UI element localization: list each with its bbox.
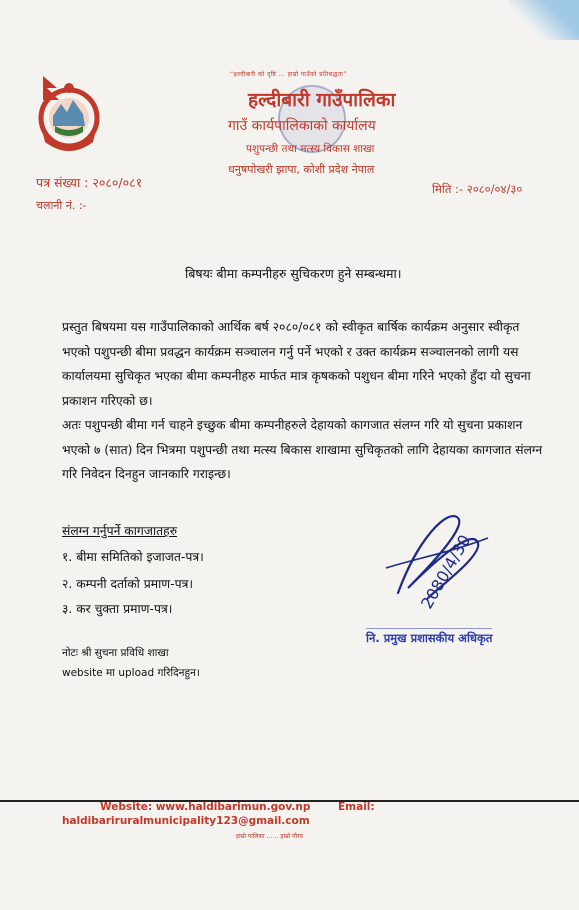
letter-number: पत्र संख्या : २०८०/०८१ xyxy=(36,175,143,190)
office-address: धनुषपोखरी झापा, कोशी प्रदेश नेपाल xyxy=(228,163,375,176)
letterhead-tagline: “हल्दीबारी को दृष्टि … हाम्रो गाउँको प्रतिबद्धता” xyxy=(230,71,347,78)
note-line-1: नोटः श्री सुचना प्रविधि शाखा xyxy=(62,647,169,659)
handwritten-signature xyxy=(378,498,508,628)
footer-tagline: हाम्रो पालिका …… हाम्रो गौरव xyxy=(236,833,303,840)
municipality-name: हल्दीबारी गाउँपालिका xyxy=(248,89,396,111)
corner-shadow xyxy=(509,0,579,40)
officer-title-stamp: नि. प्रमुख प्रशासकीय अधिकृत xyxy=(366,628,492,646)
letter-date: मिति :- २०८०/०४/३० xyxy=(432,182,523,196)
office-name: गाउँ कार्यपालिकाको कार्यालय xyxy=(228,118,376,134)
letter-subject: बिषयः बीमा कम्पनीहरु सुचिकरण हुने सम्बन्धमा। xyxy=(185,266,402,281)
footer-email[interactable]: haldibariruralmunicipality123@gmail.com xyxy=(62,815,310,827)
section-name: पशुपन्छी तथा मत्स्य विकास शाखा xyxy=(246,143,375,155)
note-line-2: website मा upload गरिदिनहुन। xyxy=(62,667,200,679)
enclosure-item: १. बीमा समितिको इजाजत-पत्र। xyxy=(62,550,204,564)
enclosure-item: ३. कर चुक्ता प्रमाण-पत्र। xyxy=(62,602,173,616)
body-paragraph-1: प्रस्तुत बिषयमा यस गाउँपालिकाको आर्थिक बर्ष २०८०/०८१ को स्वीकृत बार्षिक कार्यक्रम अनुसार स्वीकृत भएको पशुपन्छी बीमा प्रवद्धन कार्यक्रम सञ्चालन गर्नु पर्ने भएको र उक्त कार्यक्रम सञ्चालनको लागी यस कार्यालयमा सुचिकृत भएका बीमा कम्पनीहरु मार्फत मात्र कृषकको पशुधन बीमा गरिने भएको हुँदा यो सुचना प्रकाशन गरिएको छ। xyxy=(62,320,531,408)
nepal-emblem-icon xyxy=(33,70,105,156)
dispatch-number: चलानी नं. :- xyxy=(36,199,87,212)
footer-email-label: Email: xyxy=(338,801,375,813)
enclosures-title: संलग्न गर्नुपर्ने कागजातहरु xyxy=(62,524,178,538)
footer-website[interactable]: Website: www.haldibarimun.gov.np xyxy=(100,801,311,813)
body-paragraph-2: अतः पशुपन्छी बीमा गर्न चाहने इच्छुक बीमा कम्पनीहरुले देहायको कागजात संलग्न गरि यो सुचना प्रकाशन भएको ७ (सात) दिन भित्रमा पशुपन्छी तथा मत्स्य बिकास शाखामा सुचिकृतको लागि देहायका कागजात संलग्न गरि निवेदन दिनहुन जानकारि गराइन्छ। xyxy=(62,418,543,481)
signature-date: 2080/4/30 xyxy=(417,531,475,612)
enclosure-item: २. कम्पनी दर्ताको प्रमाण-पत्र। xyxy=(62,577,194,591)
